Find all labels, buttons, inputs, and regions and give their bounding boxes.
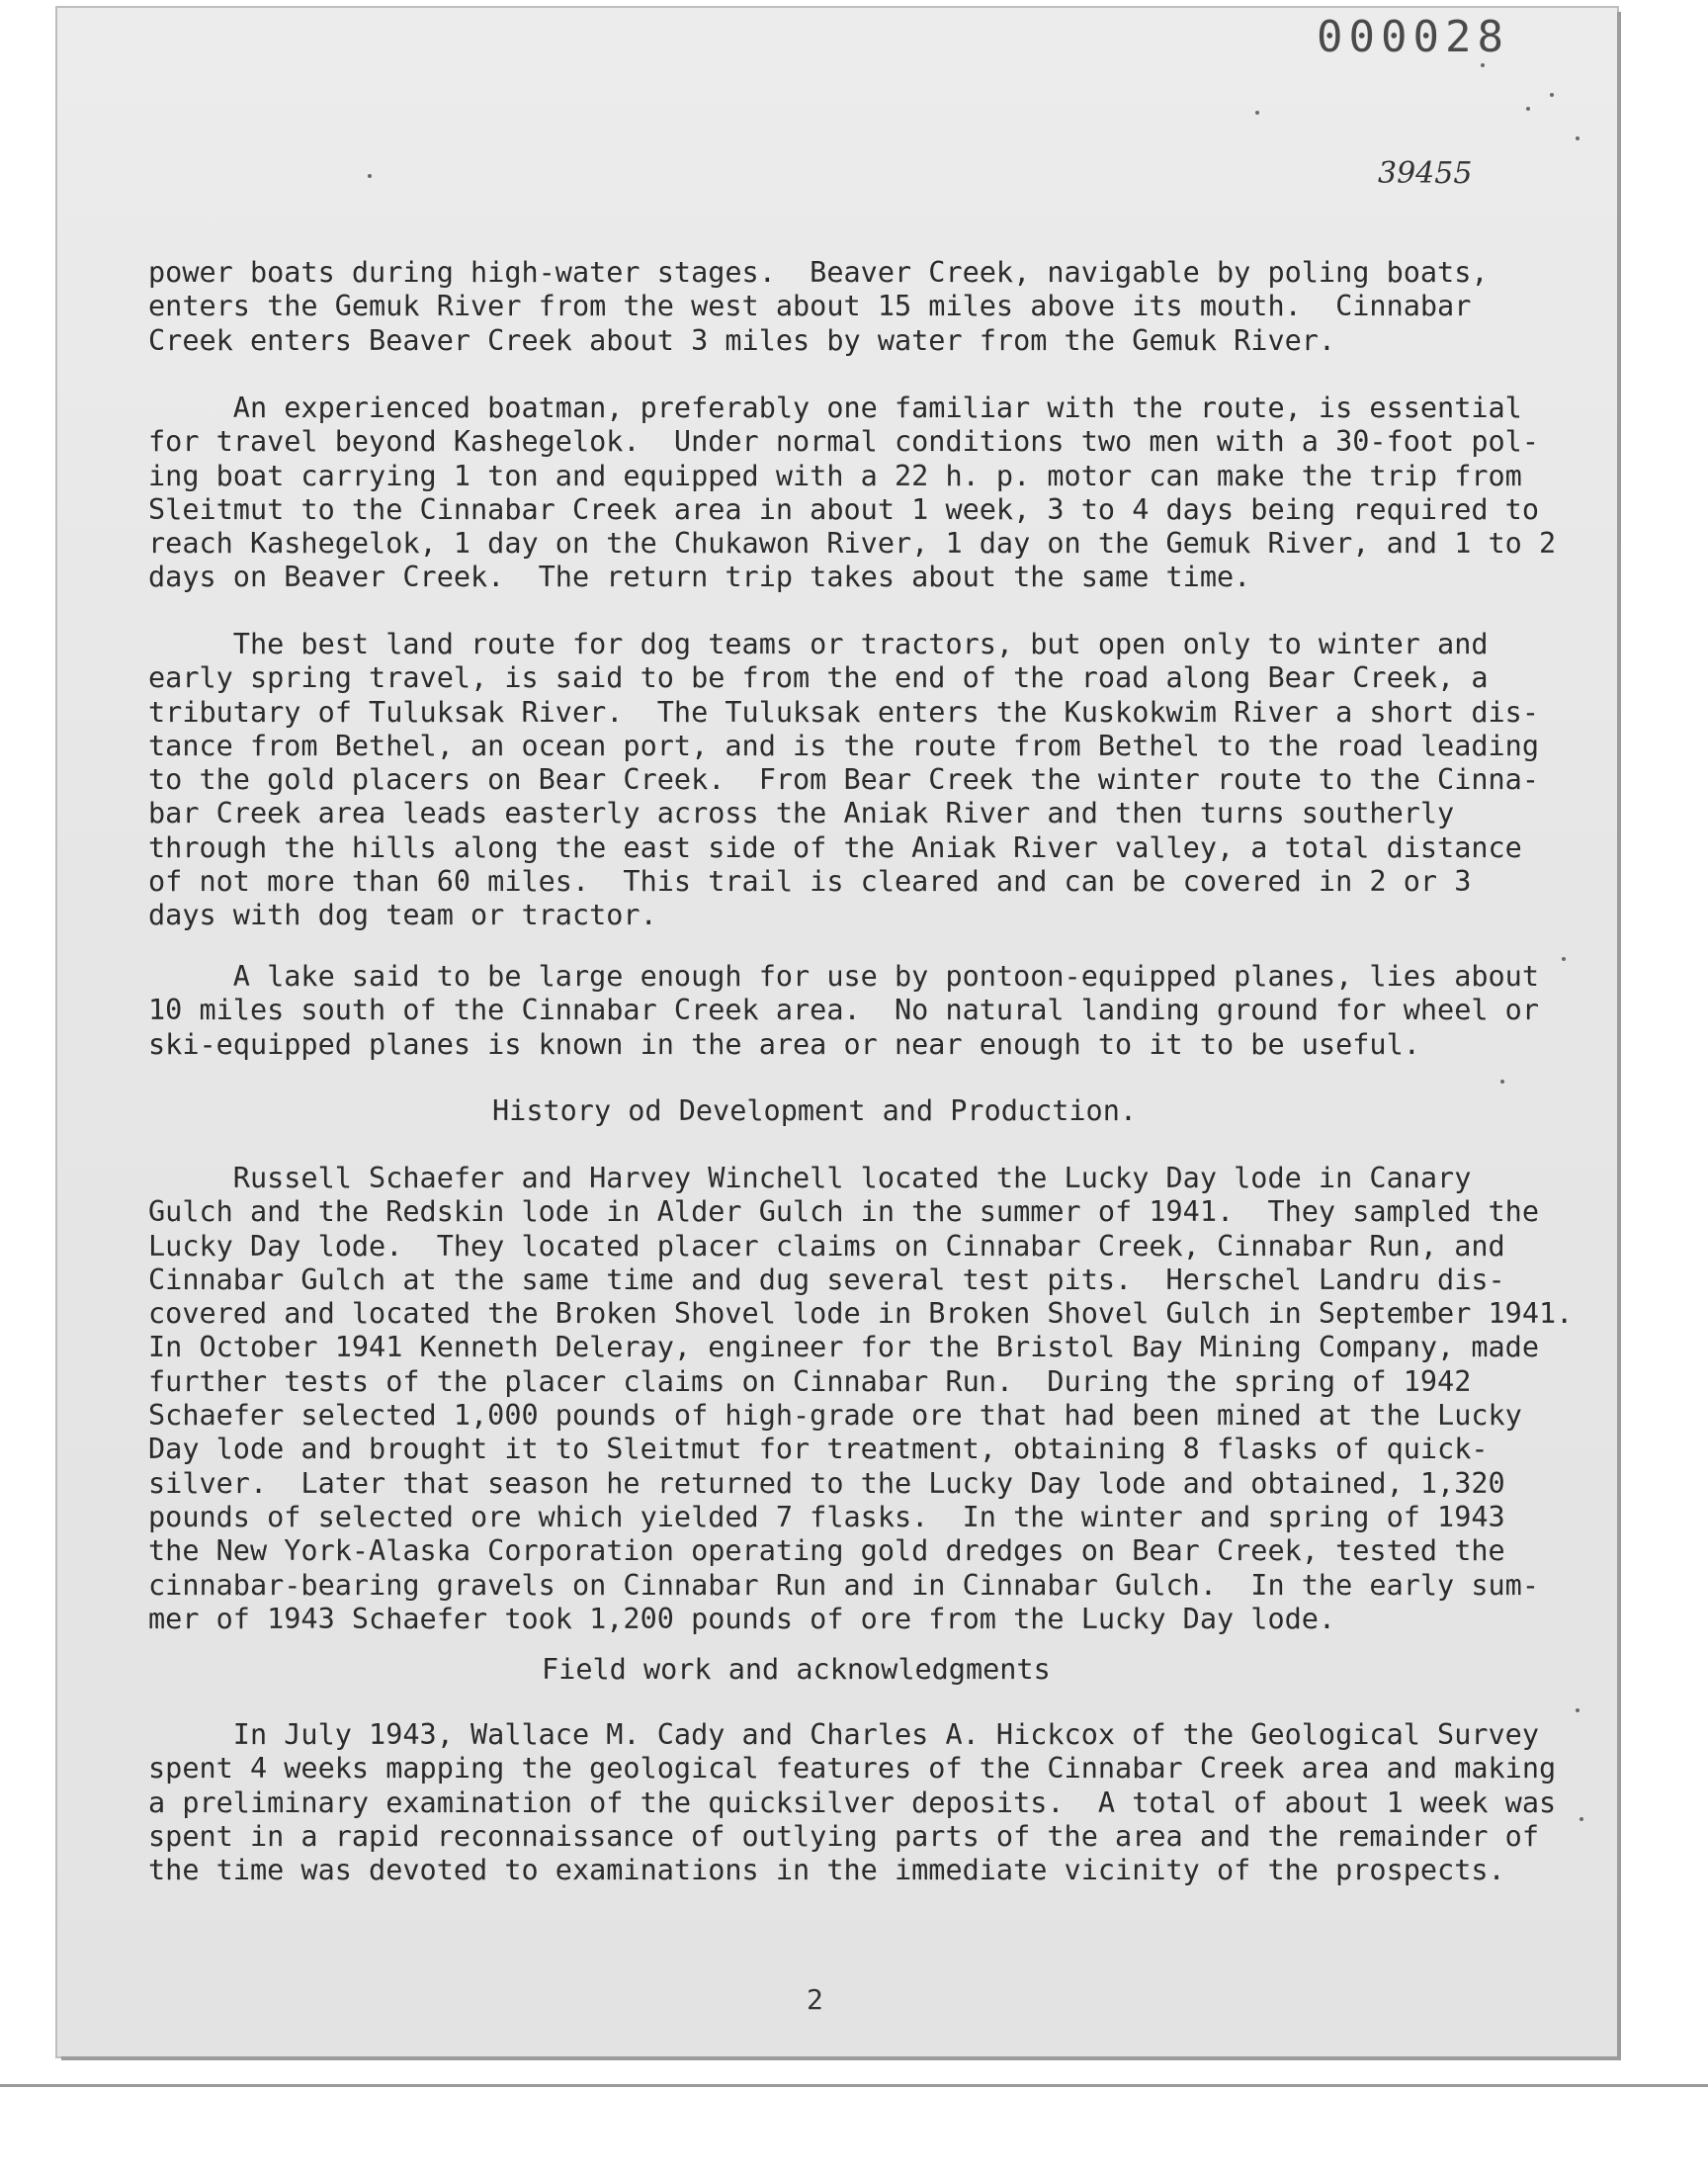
text-line: spent in a rapid reconnaissance of outlying parts of the area and the remainder of	[148, 1819, 1539, 1853]
paragraph-boat-routes	[148, 256, 1489, 358]
text-line: days with dog team or tractor.	[148, 899, 657, 932]
scan-speck	[1580, 1817, 1583, 1821]
text-line: early spring travel, is said to be from the end of the road along Bear Creek, a	[148, 661, 1489, 695]
scan-speck	[1255, 111, 1259, 115]
text-line: reach Kashegelok, 1 day on the Chukawon River, 1 day on the Gemuk River, and 1 to 2	[148, 527, 1557, 561]
text-line: for travel beyond Kashegelok. Under normal conditions two men with a 30-foot pol-	[148, 425, 1539, 459]
text-line: bar Creek area leads easterly across the Aniak River and then turns southerly	[148, 797, 1455, 830]
scan-speck	[1550, 93, 1554, 97]
text-line: ing boat carrying 1 ton and equipped with a 22 h. p. motor can make the trip from	[148, 459, 1522, 492]
text-line: ski-equipped planes is known in the area or near enough to it to be useful.	[148, 1027, 1420, 1061]
text-line: silver. Later that season he returned to the Lucky Day lode and obtained, 1,320	[148, 1466, 1505, 1500]
text-line: Creek enters Beaver Creek about 3 miles by water from the Gemuk River.	[148, 323, 1336, 357]
paragraph-lake	[148, 960, 1539, 1062]
paragraph-history	[148, 1162, 1573, 1636]
page-number: 2	[807, 1983, 823, 2016]
text-line: An experienced boatman, preferably one familiar with the route, is essential	[148, 392, 1522, 424]
scan-speck	[1481, 63, 1485, 67]
text-line: a preliminary examination of the quicksilver deposits. A total of about 1 week was	[148, 1786, 1557, 1819]
text-line: the New York-Alaska Corporation operating gold dredges on Bear Creek, tested the	[148, 1534, 1505, 1568]
text-line: further tests of the placer claims on Cinnabar Run. During the spring of 1942	[148, 1364, 1472, 1398]
serial-number-stamp: 000028	[1317, 12, 1509, 62]
text-line: In July 1943, Wallace M. Cady and Charles A. Hickcox of the Geological Survey	[148, 1718, 1539, 1751]
text-line: In October 1941 Kenneth Deleray, engineer for the Bristol Bay Mining Company, made	[148, 1331, 1539, 1364]
scan-speck	[1576, 1708, 1580, 1712]
text-line: pounds of selected ore which yielded 7 flasks. In the winter and spring of 1943	[148, 1500, 1505, 1533]
text-line: A lake said to be large enough for use by pontoon-equipped planes, lies about	[148, 960, 1539, 993]
text-line: cinnabar-bearing gravels on Cinnabar Run and in Cinnabar Gulch. In the early sum-	[148, 1568, 1539, 1602]
text-line: enters the Gemuk River from the west about 15 miles above its mouth. Cinnabar	[148, 290, 1472, 323]
section-heading-fieldwork: Field work and acknowledgments	[542, 1653, 1051, 1686]
text-line: spent 4 weeks mapping the geological features of the Cinnabar Creek area and making	[148, 1752, 1557, 1786]
scan-speck	[1500, 1080, 1504, 1084]
text-line: to the gold placers on Bear Creek. From Bear Creek the winter route to the Cinna-	[148, 763, 1539, 797]
text-line: Cinnabar Gulch at the same time and dug several test pits. Herschel Landru dis-	[148, 1263, 1505, 1296]
text-line: of not more than 60 miles. This trail is cleared and can be covered in 2 or 3	[148, 865, 1472, 899]
paragraph-fieldwork	[148, 1718, 1556, 1887]
text-line: the time was devoted to examinations in the immediate vicinity of the prospects.	[148, 1854, 1505, 1887]
text-line: covered and located the Broken Shovel lode in Broken Shovel Gulch in September 1941.	[148, 1297, 1574, 1331]
section-heading-history: History od Development and Production.	[492, 1094, 1138, 1127]
text-line: tributary of Tuluksak River. The Tuluksak enters the Kuskokwim River a short dis-	[148, 695, 1539, 729]
scan-speck	[1526, 107, 1530, 111]
text-line: Lucky Day lode. They located placer claims on Cinnabar Creek, Cinnabar Run, and	[148, 1229, 1505, 1263]
scan-speck	[1576, 136, 1580, 140]
text-line: power boats during high-water stages. Beaver Creek, navigable by poling boats,	[148, 256, 1489, 289]
text-line: tance from Bethel, an ocean port, and is the route from Bethel to the road leading	[148, 729, 1539, 762]
text-line: 10 miles south of the Cinnabar Creek area. No natural landing ground for wheel or	[148, 994, 1539, 1027]
text-line: Gulch and the Redskin lode in Alder Gulch in the summer of 1941. They sampled the	[148, 1195, 1539, 1229]
document-page	[57, 8, 1617, 2056]
text-line: mer of 1943 Schaefer took 1,200 pounds of ore from the Lucky Day lode.	[148, 1602, 1336, 1635]
text-line: Day lode and brought it to Sleitmut for treatment, obtaining 8 flasks of quick-	[148, 1433, 1489, 1466]
paragraph-land-route	[148, 628, 1539, 933]
text-line: Sleitmut to the Cinnabar Creek area in about 1 week, 3 to 4 days being required to	[148, 492, 1539, 526]
text-line: Russell Schaefer and Harvey Winchell located the Lucky Day lode in Canary	[148, 1162, 1472, 1194]
text-line: Schaefer selected 1,000 pounds of high-grade ore that had been mined at the Lucky	[148, 1399, 1522, 1433]
text-line: through the hills along the east side of the Aniak River valley, a total distance	[148, 830, 1522, 864]
paragraph-boatman	[148, 392, 1556, 595]
text-line: days on Beaver Creek. The return trip takes about the same time.	[148, 561, 1251, 594]
document-number: 39455	[1378, 156, 1473, 191]
text-line: The best land route for dog teams or tractors, but open only to winter and	[148, 628, 1489, 660]
scan-bottom-margin	[0, 2084, 1708, 2178]
scan-speck	[368, 174, 372, 178]
scan-speck	[1562, 957, 1566, 961]
